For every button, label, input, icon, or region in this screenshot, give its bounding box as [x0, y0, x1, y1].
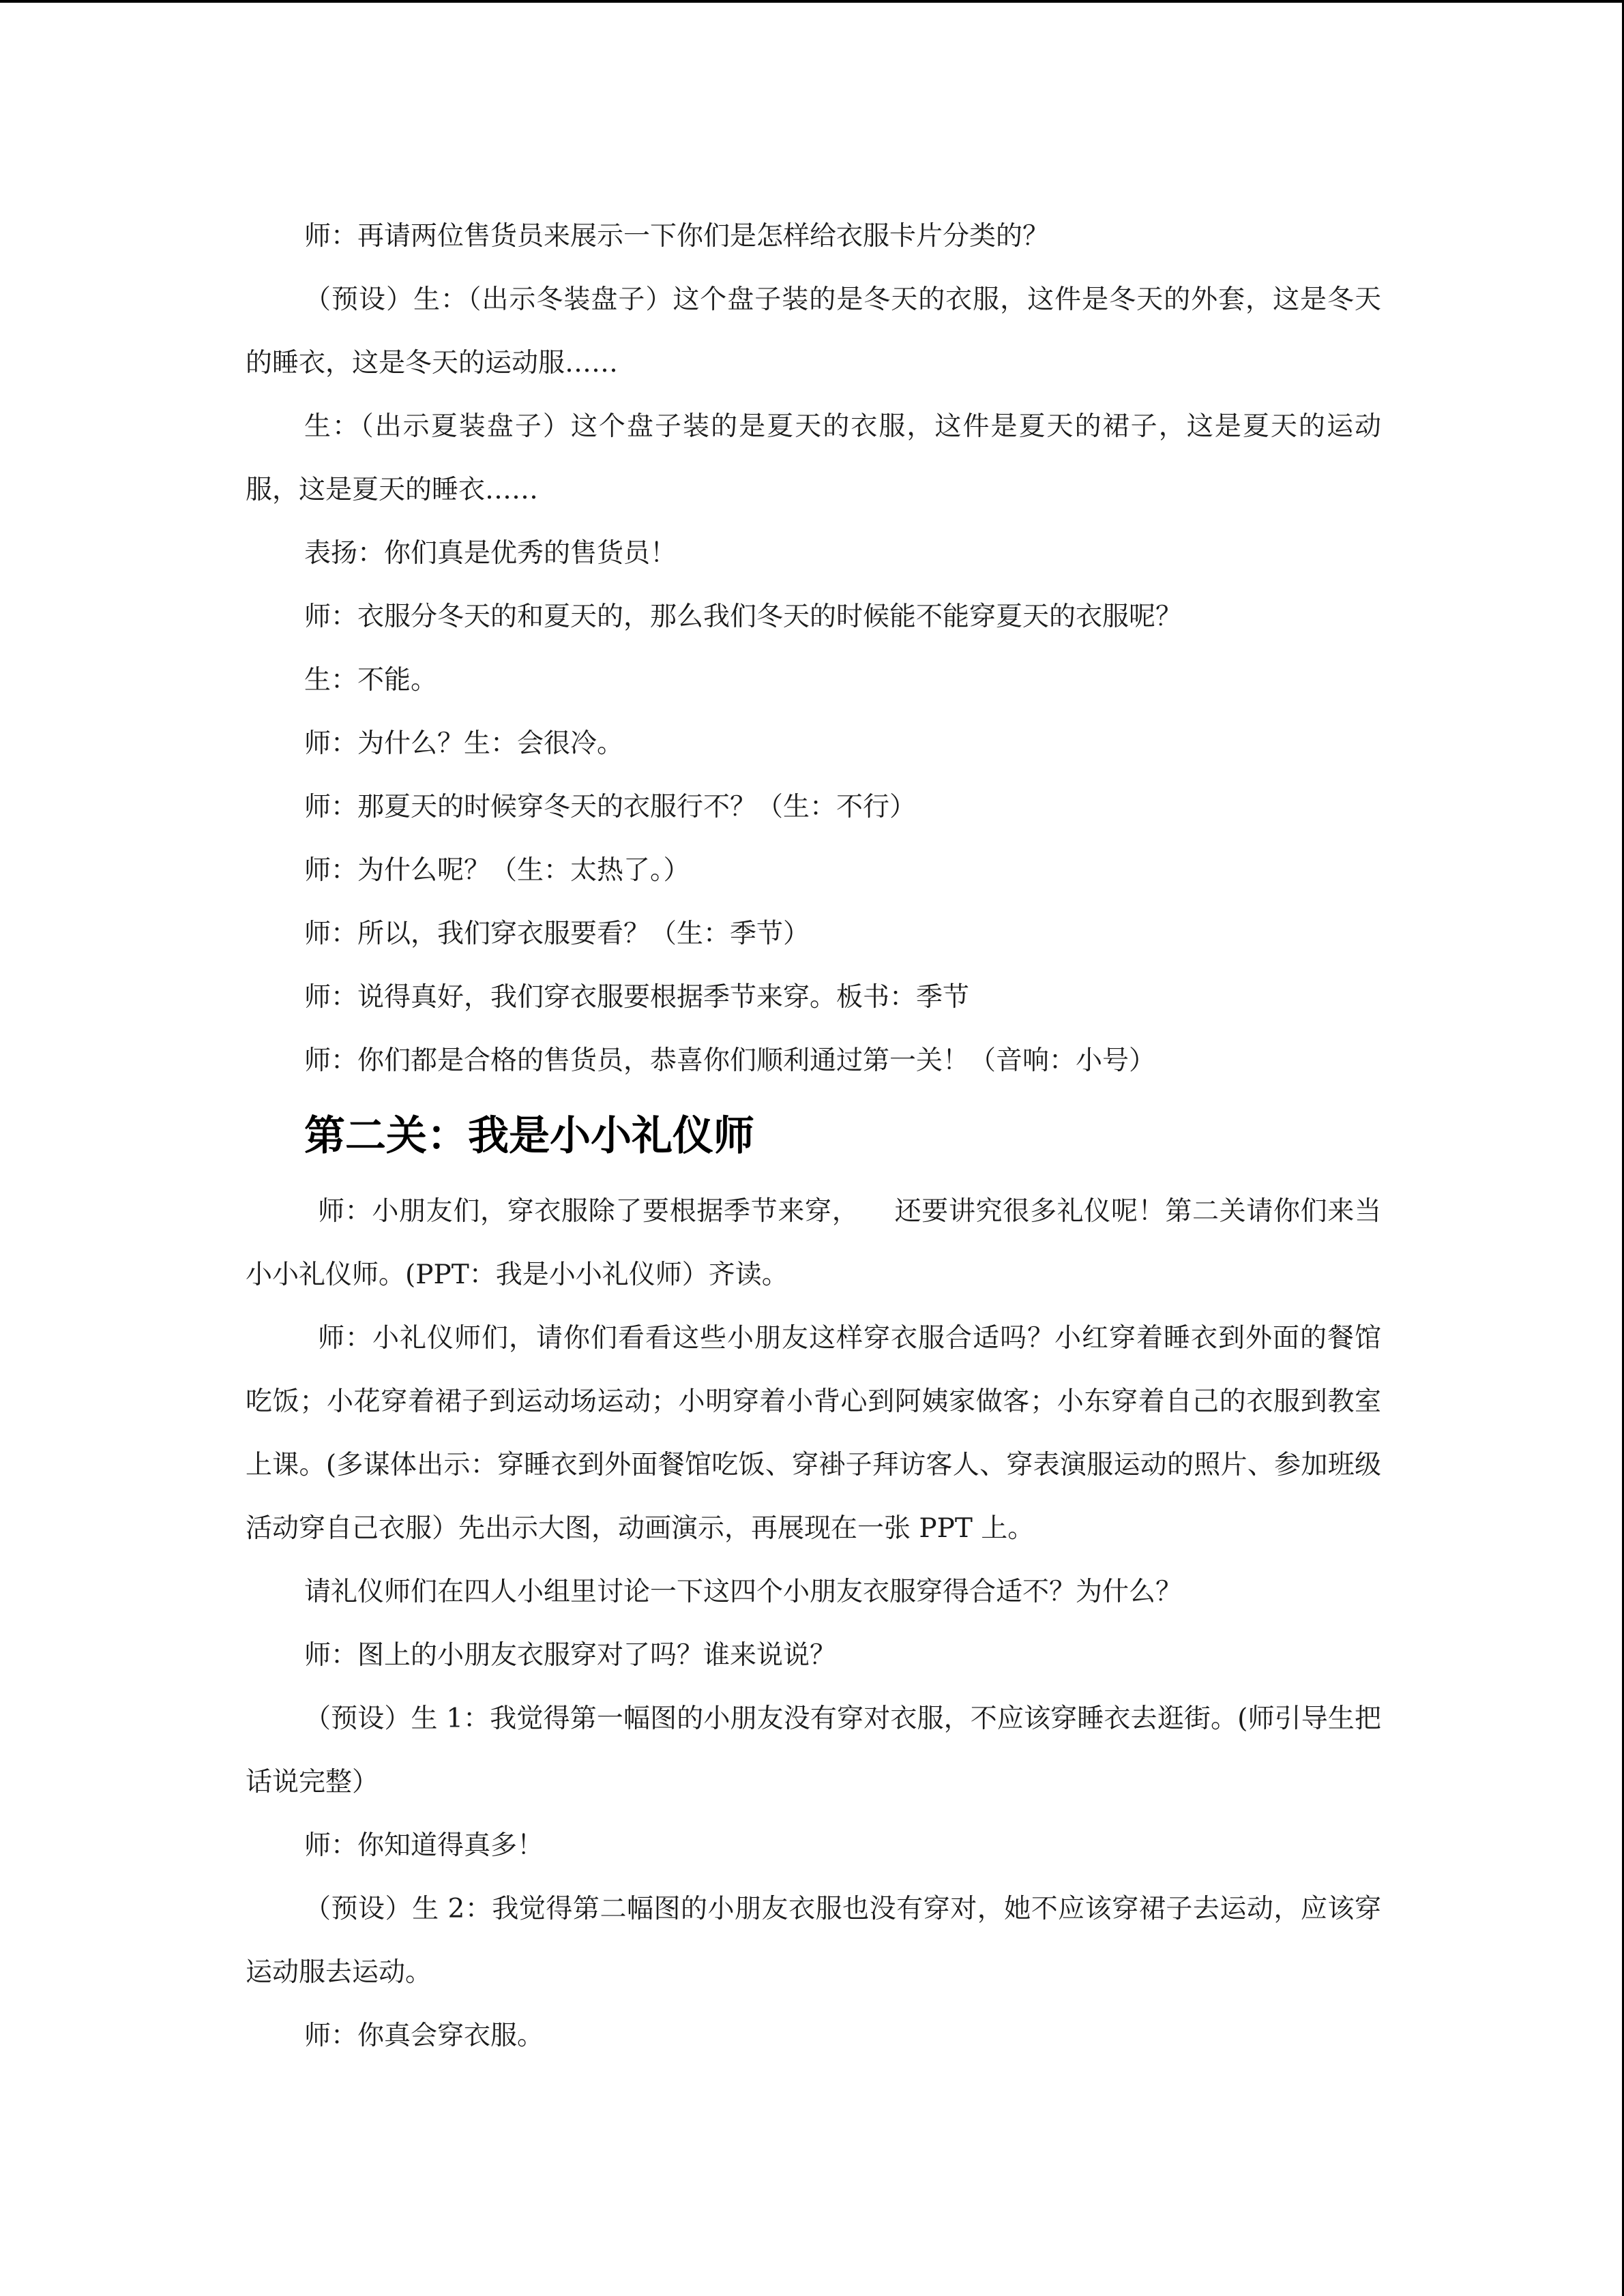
document-body	[246, 205, 1381, 2068]
paragraph: 师：衣服分冬天的和夏天的，那么我们冬天的时候能不能穿夏天的衣服呢？	[304, 601, 1183, 632]
paragraph: （预设）生 2：我觉得第二幅图的小朋友衣服也没有穿对，她不应该穿裙子去运动，应该穿运动服去运动。	[246, 1894, 1381, 1988]
paragraph: 师：为什么？生：会很冷。	[304, 728, 624, 759]
paragraph: 生：（出示夏装盘子）这个盘子装的是夏天的衣服，这件是夏天的裙子，这是夏天的运动服，这是夏天的睡衣……	[246, 411, 1381, 505]
paragraph: （预设）生：（出示冬装盘子）这个盘子装的是冬天的衣服，这件是冬天的外套，这是冬天的睡衣，这是冬天的运动服……	[246, 284, 1381, 378]
paragraph: 请礼仪师们在四人小组里讨论一下这四个小朋友衣服穿得合适不？为什么？	[304, 1577, 1183, 1607]
paragraph: 师：说得真好，我们穿衣服要根据季节来穿。板书：季节	[304, 982, 970, 1013]
paragraph: 师：小朋友们，穿衣服除了要根据季节来穿， 还要讲究很多礼仪呢！第二关请你们来当小小礼仪师。(PPT：我是小小礼仪师）齐读。	[246, 1196, 1381, 1290]
paragraph: 师：再请两位售货员来展示一下你们是怎样给衣服卡片分类的？	[304, 221, 1050, 252]
paragraph: （预设）生 1：我觉得第一幅图的小朋友没有穿对衣服，不应该穿睡衣去逛街。(师引导生把话说完整）	[246, 1703, 1381, 1798]
section-heading: 第二关：我是小小礼仪师	[304, 1112, 754, 1160]
paragraph: 师：为什么呢？（生：太热了。）	[304, 855, 690, 886]
paragraph: 师：你们都是合格的售货员，恭喜你们顺利通过第一关！（音响：小号）	[304, 1045, 1156, 1076]
paragraph: 生：不能。	[304, 665, 438, 696]
paragraph: 师：所以，我们穿衣服要看？（生：季节）	[304, 919, 810, 949]
paragraph: 表扬：你们真是优秀的售货员！	[304, 538, 677, 569]
paragraph: 师：小礼仪师们，请你们看看这些小朋友这样穿衣服合适吗？小红穿着睡衣到外面的餐馆吃饭；小花穿着裙子到运动场运动；小明穿着小背心到阿姨家做客；小东穿着自己的衣服到教室上课。(多谋体出示：穿睡衣到外面餐馆吃饭、穿褂子拜访客人、穿表演服运动的照片、参加班级活动穿自己衣服）先出示大图，动画演示，再展现在一张 PPT 上。	[246, 1323, 1381, 1544]
paragraph: 师：那夏天的时候穿冬天的衣服行不？（生：不行）	[304, 792, 917, 822]
paragraph: 师：你真会穿衣服。	[304, 2021, 544, 2051]
paragraph: 师：你知道得真多！	[304, 1830, 544, 1861]
paragraph: 师：图上的小朋友衣服穿对了吗？谁来说说？	[304, 1640, 837, 1671]
page-top-border	[0, 0, 1624, 3]
